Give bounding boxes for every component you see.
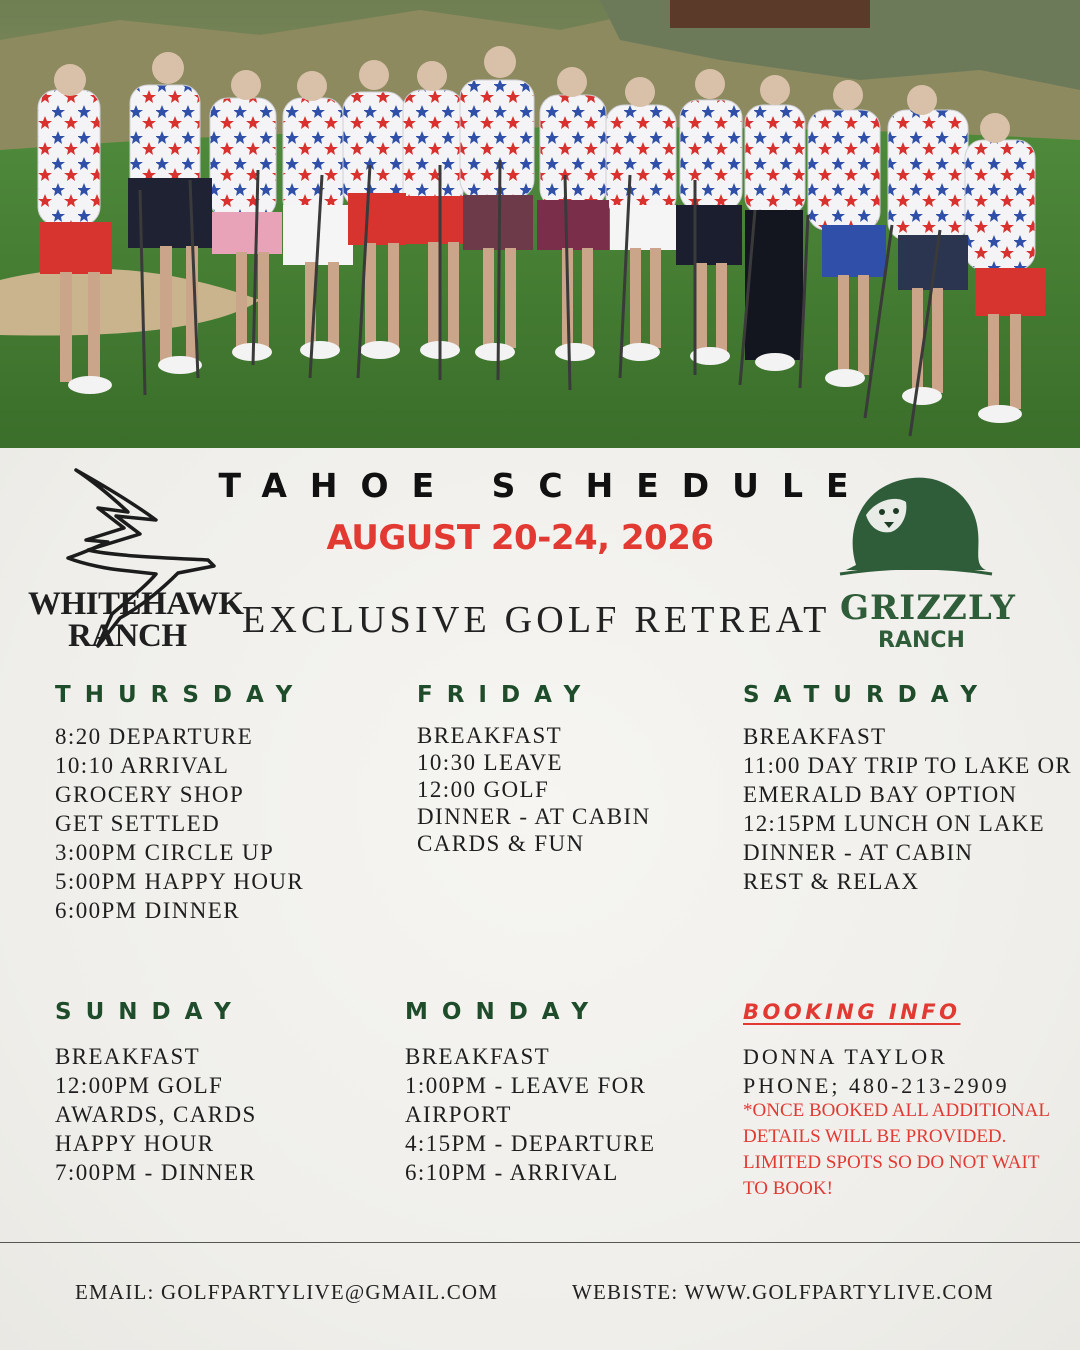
booking-contact [743, 1042, 1010, 1100]
grizzly-logo-line1: GRIZZLY [840, 588, 1016, 628]
schedule-item: BREAKFAST [743, 724, 887, 749]
whitehawk-logo-line1: WHITEHAWK [28, 586, 244, 622]
schedule-item: AWARDS, CARDS [55, 1102, 257, 1127]
day-schedule-sunday [55, 1042, 257, 1187]
schedule-item: 11:00 DAY TRIP TO LAKE OR [743, 753, 1072, 778]
day-schedule-friday [417, 722, 651, 857]
page-title: TAHOE SCHEDULE [218, 466, 872, 505]
schedule-item: 7:00PM - DINNER [55, 1160, 257, 1185]
grizzly-logo-line2: RANCH [878, 628, 965, 653]
schedule-item: GET SETTLED [55, 811, 221, 836]
schedule-item: DINNER - AT CABIN [743, 840, 974, 865]
schedule-item: 12:00PM GOLF [55, 1073, 224, 1098]
schedule-item: 5:00PM HAPPY HOUR [55, 869, 305, 894]
day-schedule-thursday [55, 722, 304, 925]
footer-email: EMAIL: GOLFPARTYLIVE@GMAIL.COM [75, 1280, 499, 1304]
day-heading-thursday: THURSDAY [55, 682, 307, 708]
schedule-item: 8:20 DEPARTURE [55, 724, 254, 749]
schedule-item: 6:00PM DINNER [55, 898, 240, 923]
schedule-item: 3:00PM CIRCLE UP [55, 840, 275, 865]
booking-note: *ONCE BOOKED ALL ADDITIONAL DETAILS WILL BE PROVIDED. LIMITED SPOTS SO DO NOT WAIT TO BOOK! [743, 1100, 1050, 1199]
schedule-item: 12:00 GOLF [417, 777, 550, 802]
event-subtitle: EXCLUSIVE GOLF RETREAT [242, 599, 831, 641]
footer-website: WEBISTE: WWW.GOLFPARTYLIVE.COM [572, 1280, 994, 1304]
schedule-item: AIRPORT [405, 1102, 512, 1127]
day-heading-friday: FRIDAY [417, 682, 595, 708]
booking-heading: BOOKING INFO [743, 1000, 961, 1024]
schedule-item: 1:00PM - LEAVE FOR [405, 1073, 647, 1098]
schedule-item: CARDS & FUN [417, 831, 585, 856]
day-schedule-monday [405, 1042, 655, 1187]
schedule-item: 12:15PM LUNCH ON LAKE [743, 811, 1045, 836]
schedule-item: 4:15PM - DEPARTURE [405, 1131, 656, 1156]
footer-divider [0, 1242, 1080, 1243]
schedule-item: REST & RELAX [743, 869, 920, 894]
booking-name: DONNA TAYLOR [743, 1044, 948, 1069]
whitehawk-logo-line2: RANCH [68, 618, 187, 654]
schedule-item: 10:10 ARRIVAL [55, 753, 230, 778]
group-photo [0, 0, 1080, 448]
schedule-item: BREAKFAST [405, 1044, 551, 1069]
schedule-item: 6:10PM - ARRIVAL [405, 1160, 619, 1185]
schedule-item: 10:30 LEAVE [417, 750, 563, 775]
event-dates: AUGUST 20-24, 2026 [326, 518, 714, 558]
schedule-item: EMERALD BAY OPTION [743, 782, 1018, 807]
schedule-item: DINNER - AT CABIN [417, 804, 651, 829]
schedule-item: GROCERY SHOP [55, 782, 245, 807]
booking-phone: PHONE; 480-213-2909 [743, 1073, 1010, 1098]
day-heading-saturday: SATURDAY [743, 682, 992, 708]
day-heading-monday: MONDAY [405, 999, 603, 1025]
schedule-item: BREAKFAST [417, 723, 563, 748]
schedule-item: HAPPY HOUR [55, 1131, 215, 1156]
day-heading-sunday: SUNDAY [55, 999, 245, 1025]
schedule-item: BREAKFAST [55, 1044, 201, 1069]
day-schedule-saturday [743, 722, 1072, 896]
